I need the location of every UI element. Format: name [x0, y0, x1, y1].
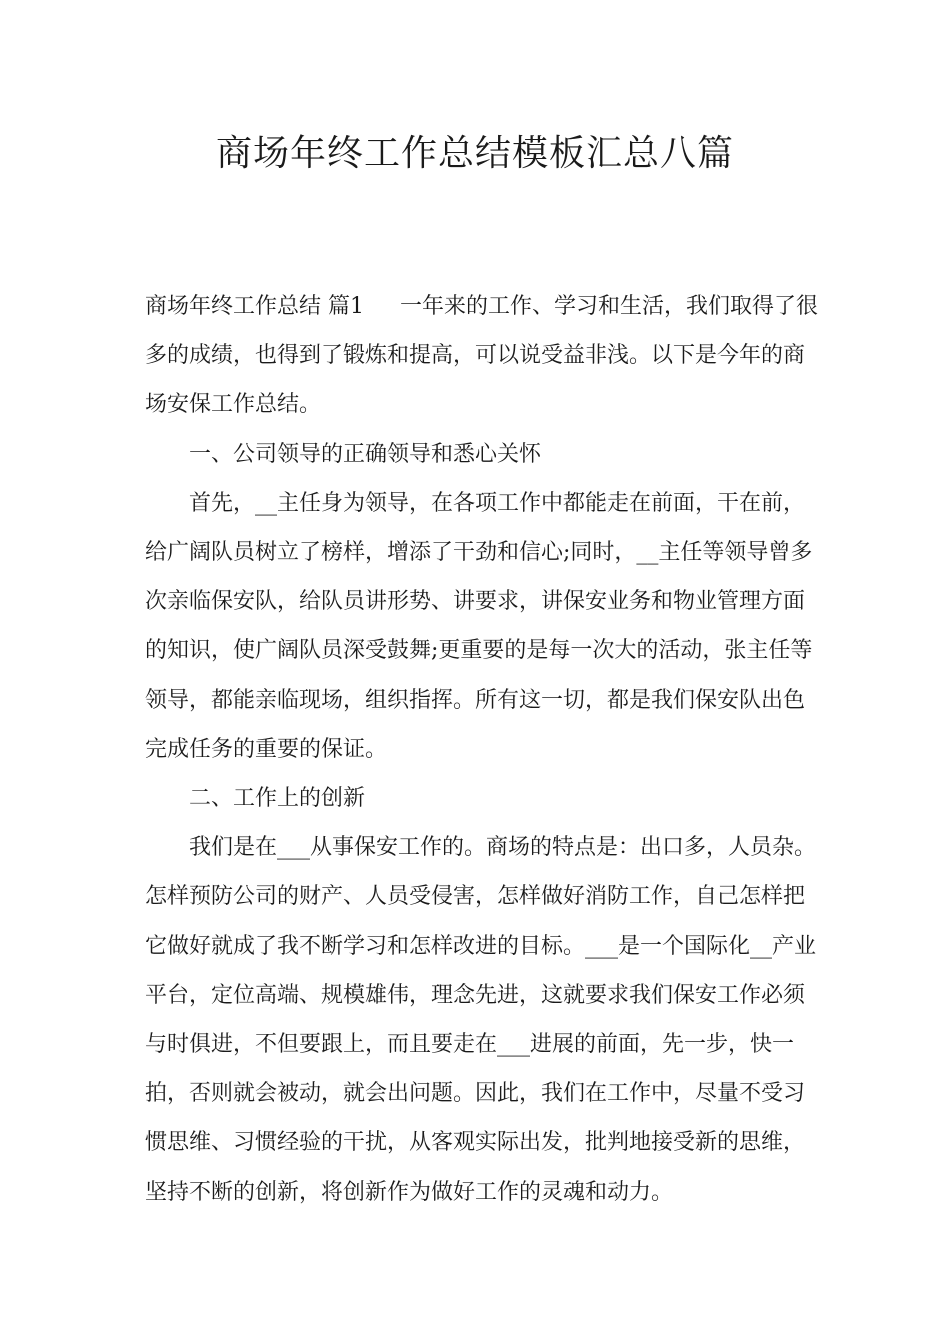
paragraph: 首先，__主任身为领导，在各项工作中都能走在前面，干在前，给广阔队员树立了榜样，增添了干劲和信心;同时，__主任等领导曾多次亲临保安队，给队员讲形势、讲要求，讲保安业务和物业管理方面的知识，使广阔队员深受鼓舞;更重要的是每一次大的活动，张主任等领导，都能亲临现场，组织指挥。所有这一切，都是我们保安队出色完成任务的重要的保证。 — [145, 490, 813, 762]
document-body — [145, 282, 825, 1217]
section-label: 商场年终工作总结 篇1 — [145, 294, 364, 319]
paragraph: 我们是在___从事保安工作的。商场的特点是：出口多，人员杂。怎样预防公司的财产、人员受侵害，怎样做好消防工作，自己怎样把它做好就成了我不断学习和怎样改进的目标。___是一个国际化__产业平台，定位高端、规模雄伟，理念先进，这就要求我们保安工作必须与时俱进，不但要跟上，而且要走在___进展的前面，先一步，快一拍，否则就会被动，就会出问题。因此，我们在工作中，尽量不受习惯思维、习惯经验的干扰，从客观实际出发，批判地接受新的思维，坚持不断的创新，将创新作为做好工作的灵魂和动力。 — [145, 835, 817, 1205]
paragraph-text: 一年来的工作、学习和生活，我们取得了很多的成绩，也得到了锻炼和提高，可以说受益非浅。以下是今年的商场安保工作总结。 — [145, 294, 819, 418]
intro-paragraph — [145, 282, 825, 430]
section-heading: 二、工作上的创新 — [189, 786, 366, 812]
section-heading: 一、公司领导的正确领导和悉心关怀 — [189, 441, 542, 467]
document-title: 商场年终工作总结模板汇总八篇 — [215, 133, 734, 174]
